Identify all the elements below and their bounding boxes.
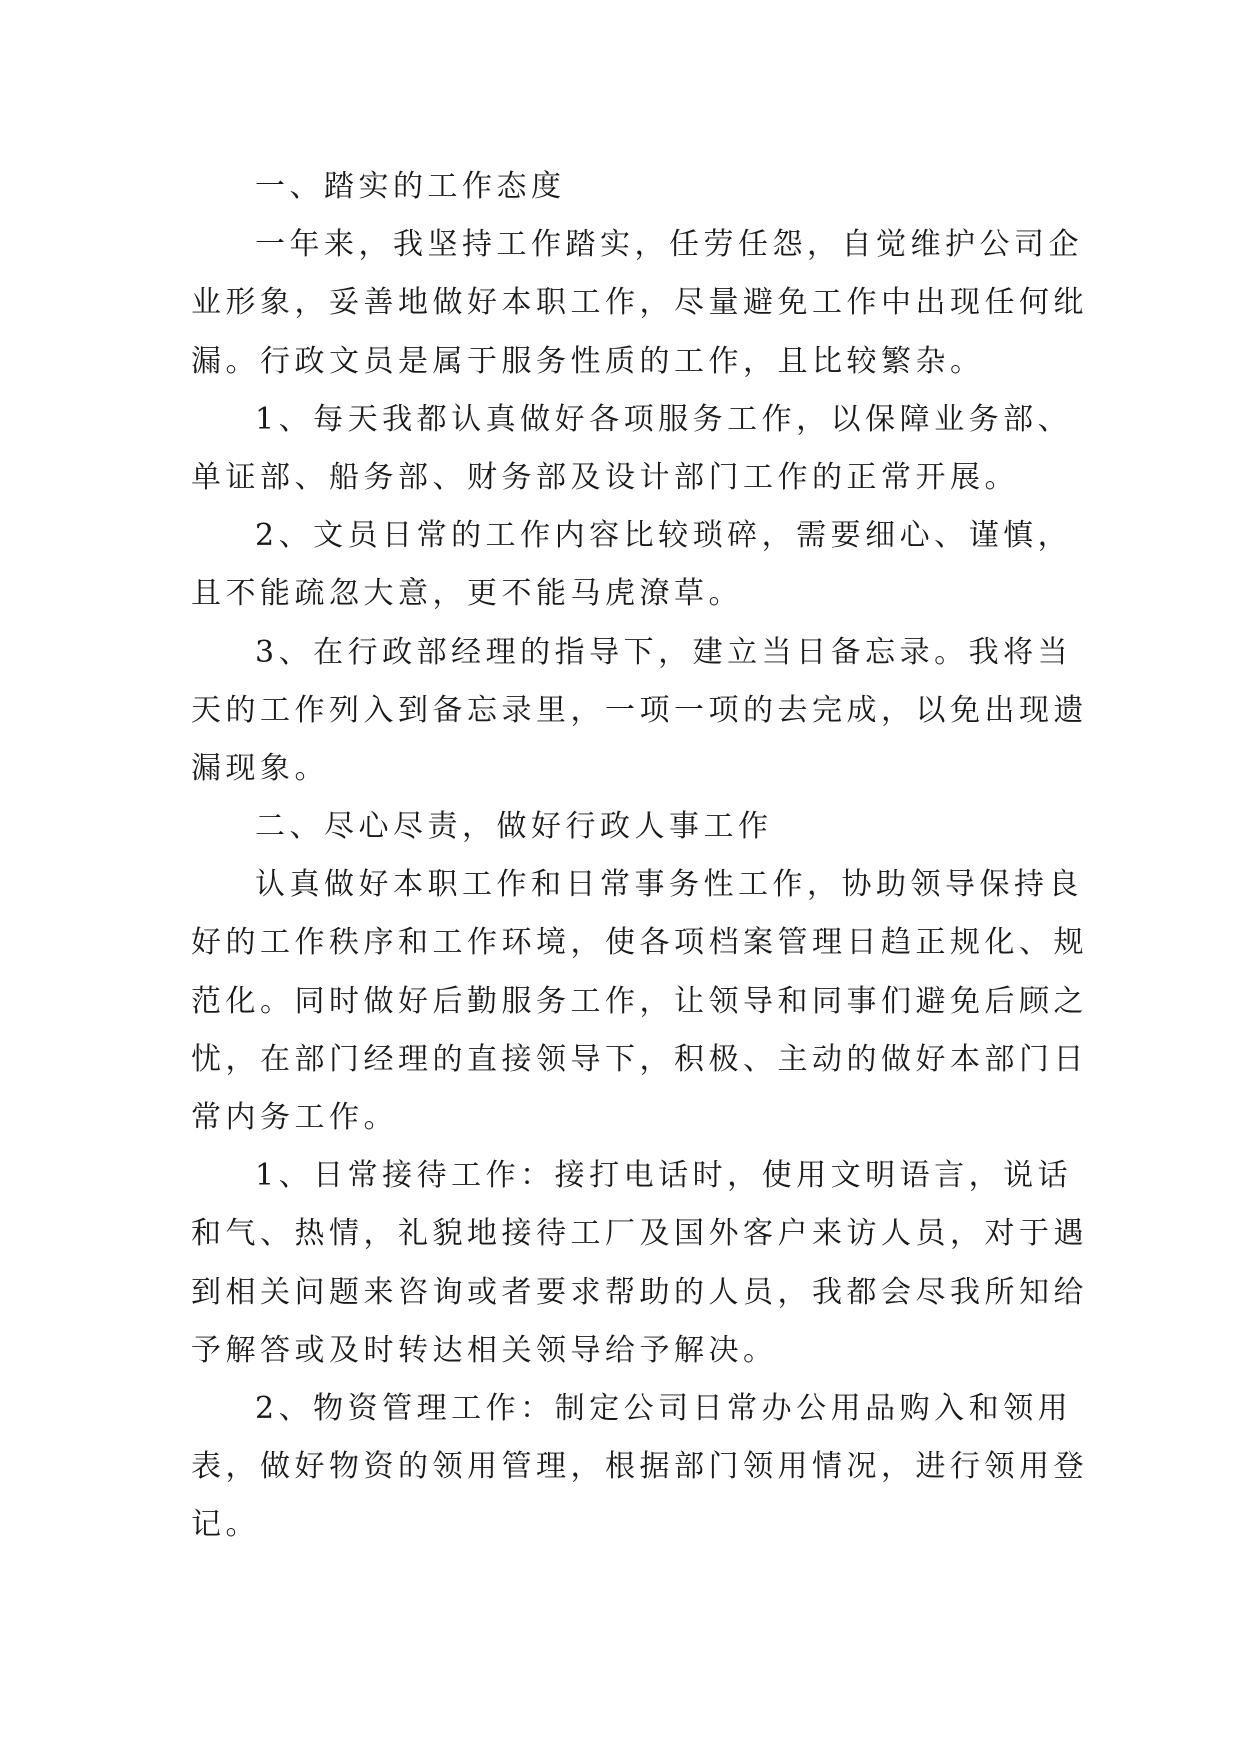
list-item-line: 到相关问题来咨询或者要求帮助的人员，我都会尽我所知给	[191, 1274, 1088, 1310]
list-item-line: 记。	[191, 1507, 260, 1543]
paragraph-line: 一年来，我坚持工作踏实，任劳任怨，自觉维护公司企	[255, 227, 1083, 263]
list-item-line: 3、在行政部经理的指导下，建立当日备忘录。我将当	[255, 634, 1073, 670]
list-item-line: 1、每天我都认真做好各项服务工作，以保障业务部、	[255, 401, 1073, 437]
list-item-line: 且不能疏忽大意，更不能马虎潦草。	[191, 576, 743, 612]
heading-2: 二、尽心尽责，做好行政人事工作	[255, 809, 773, 845]
paragraph-line: 认真做好本职工作和日常事务性工作，协助领导保持良	[255, 867, 1083, 903]
heading-1: 一、踏实的工作态度	[255, 169, 566, 204]
paragraph-line: 业形象，妥善地做好本职工作，尽量避免工作中出现任何纰	[191, 285, 1088, 321]
list-item-line: 予解答或及时转达相关领导给予解决。	[191, 1332, 778, 1368]
list-item-line: 漏现象。	[191, 750, 329, 786]
paragraph-line: 忧，在部门经理的直接领导下，积极、主动的做好本部门日	[191, 1041, 1088, 1077]
list-item-line: 2、文员日常的工作内容比较琐碎，需要细心、谨慎，	[255, 518, 1073, 554]
paragraph-line: 常内务工作。	[191, 1100, 398, 1135]
paragraph-line: 好的工作秩序和工作环境，使各项档案管理日趋正规化、规	[191, 925, 1088, 961]
list-item-line: 表，做好物资的领用管理，根据部门领用情况，进行领用登	[191, 1449, 1088, 1485]
list-item-line: 1、日常接待工作：接打电话时，使用文明语言，说话	[255, 1158, 1073, 1194]
paragraph-line: 漏。行政文员是属于服务性质的工作，且比较繁杂。	[191, 343, 985, 379]
paragraph-line: 范化。同时做好后勤服务工作，让领导和同事们避免后顾之	[191, 983, 1088, 1019]
list-item-line: 单证部、船务部、财务部及设计部门工作的正常开展。	[191, 459, 1019, 495]
list-item-line: 和气、热情，礼貌地接待工厂及国外客户来访人员，对于遇	[191, 1216, 1088, 1252]
list-item-line: 天的工作列入到备忘录里，一项一项的去完成，以免出现遗	[191, 692, 1088, 728]
document-body	[191, 158, 1088, 1555]
list-item-line: 2、物资管理工作：制定公司日常办公用品购入和领用	[255, 1390, 1073, 1426]
